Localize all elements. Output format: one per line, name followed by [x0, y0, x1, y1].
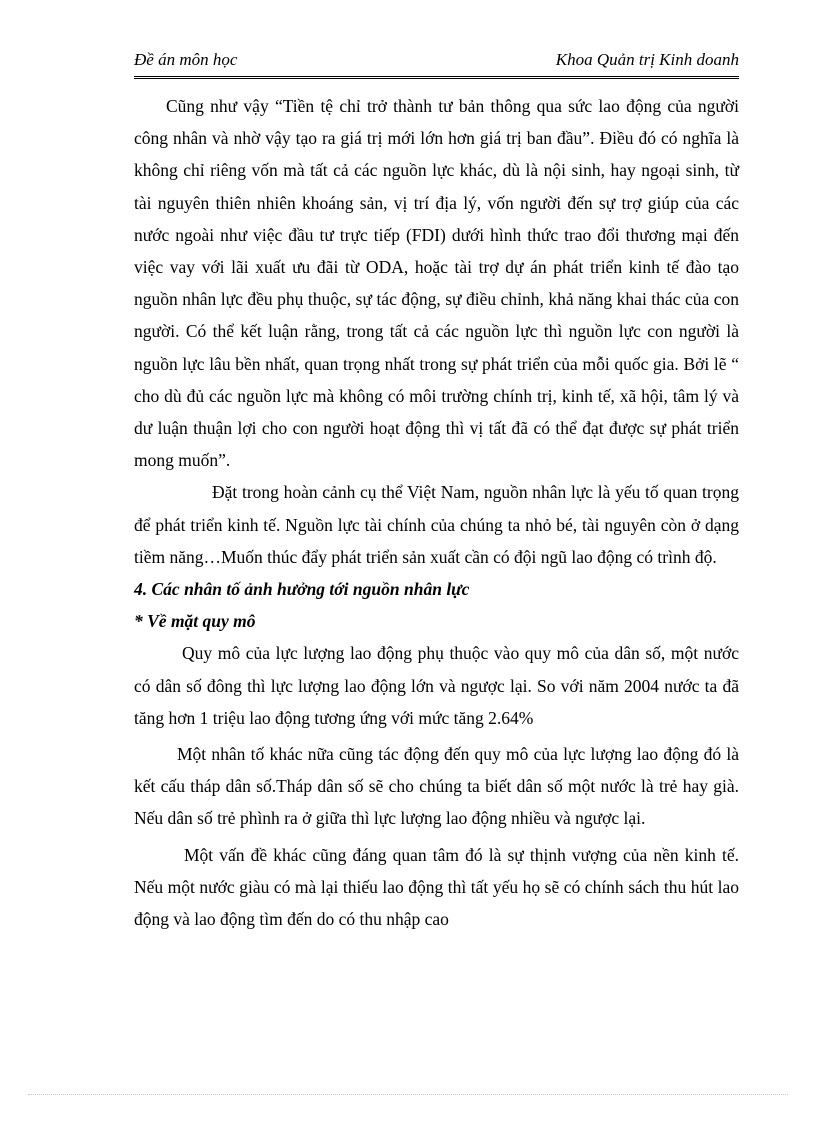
paragraph-economic-prosperity: Một vấn đề khác cũng đáng quan tâm đó là sự thịnh vượng của nền kinh tế. Nếu một nước giàu có mà lại thiếu lao động thì tất yếu họ sẽ có chính sách thu hút lao động và lao động tìm đến do có thu nhập cao [134, 844, 739, 930]
paragraph-population-pyramid: Một nhân tố khác nữa cũng tác động đến quy mô của lực lượng lao động đó là kết cấu tháp dân số.Tháp dân số sẽ cho chúng ta biết dân số một nước là trẻ hay già. Nếu dân số trẻ phình ra ở giữa thì lực lượng lao động nhiều và ngược lại. [134, 744, 739, 829]
page-header [134, 50, 739, 79]
paragraph-human-resource-importance: Cũng như vậy “Tiền tệ chỉ trở thành tư bản thông qua sức lao động của người công nhân và nhờ vậy tạo ra giá trị mới lớn hơn giá trị ban đầu”. Điều đó có nghĩa là không chỉ riêng vốn mà tất cả các nguồn lực khác, dù là nội sinh, hay ngoại sinh, từ tài nguyên thiên nhiên khoáng sản, vị trí địa lý, vốn người đến sự trợ giúp của các nước ngoài như việc đầu tư trực tiếp (FDI) dưới hình thức trao đổi thương mại đến việc vay với lãi xuất ưu đãi từ ODA, hoặc tài trợ dự án phát triển kinh tế đào tạo nguồn nhân lực đều phụ thuộc, sự tác động, sự điều chỉnh, khả năng khai thác của con người. Có thể kết luận rằng, trong tất cả các nguồn lực thì nguồn lực con người là nguồn lực lâu bền nhất, quan trọng nhất trong sự phát triển của mỗi quốc gia. Bởi lẽ “ cho dù đủ các nguồn lực mà không có môi trường chính trị, kinh tế, xã hội, tâm lý và dư luận thuận lợi cho con người hoạt động thì vị tất đã có thể đạt được sự phát triển mong muốn”. [134, 96, 739, 471]
document-body [134, 90, 739, 935]
subsection-heading-scale: * Về mặt quy mô [134, 611, 256, 632]
header-course-title: Đề án môn học [134, 50, 238, 69]
paragraph-vietnam-context: Đặt trong hoàn cảnh cụ thể Việt Nam, nguồn nhân lực là yếu tố quan trọng để phát triển kinh tế. Nguồn lực tài chính của chúng ta nhỏ bé, tài nguyên còn ở dạng tiềm năng…Muốn thúc đẩy phát triển sản xuất cần có đội ngũ lao động có trình độ. [134, 482, 739, 567]
section-heading-factors: 4. Các nhân tố ảnh hưởng tới nguồn nhân lực [134, 579, 470, 600]
header-faculty-name: Khoa Quản trị Kinh doanh [555, 50, 739, 69]
paragraph-population-scale: Quy mô của lực lượng lao động phụ thuộc vào quy mô của dân số, một nước có dân số đông thì lực lượng lao động lớn và ngược lại. So với năm 2004 nước ta đã tăng hơn 1 triệu lao động tương ứng với mức tăng 2.64% [134, 643, 739, 728]
footer-dotted-rule [28, 1094, 788, 1095]
